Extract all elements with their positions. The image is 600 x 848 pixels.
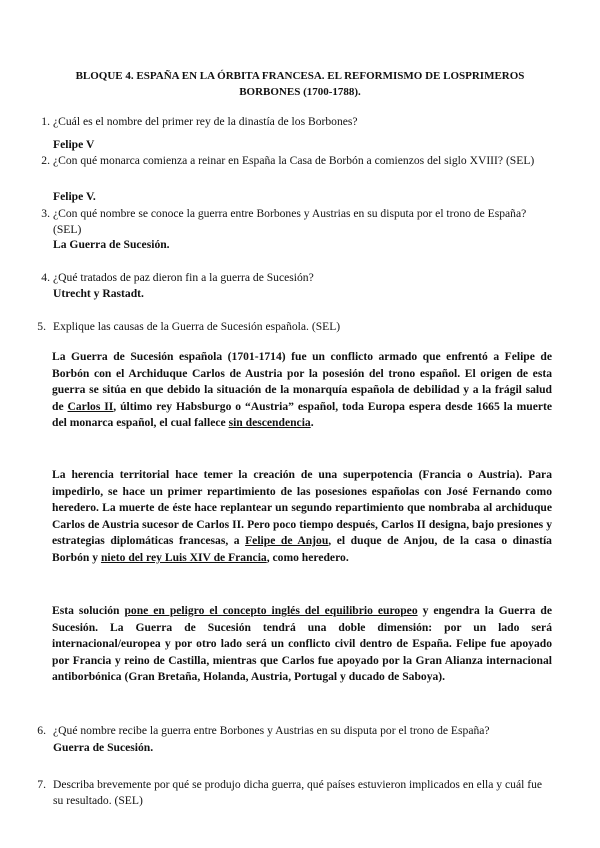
question-3-answer: La Guerra de Sucesión.	[53, 238, 170, 251]
question-5-text: Explique las causas de la Guerra de Sucesión española. (SEL)	[53, 320, 341, 333]
question-3-number: 3.	[41, 207, 50, 220]
document-title	[60, 68, 540, 100]
question-6-text: ¿Qué nombre recibe la guerra entre Borbones y Austrias en su disputa por el trono de España?	[53, 724, 490, 737]
question-3-text: ¿Con qué nombre se conoce la guerra entre Borbones y Austrias en su disputa por el trono de España? (SEL)	[53, 207, 527, 236]
question-2-answer: Felipe V.	[53, 190, 96, 203]
question-7-text: Describa brevemente por qué se produjo dicha guerra, qué países estuvieron implicados en ella y cuál fue su resultado. (SEL)	[53, 778, 543, 807]
answer-5-paragraph-1: La Guerra de Sucesión española (1701-1714) fue un conflicto armado que enfrentó a Felipe de Borbón con el Archiduque Carlos de Austria por la posesión del trono español. El origen de esta guerra se sitúa en que debido la situación de la monarquía española de debilidad y a la frágil salud de Carlos II, último rey Habsburgo o “Austria” español, toda Europa espera desde 1665 la muerte del monarca español, el cual fallece sin descendencia.	[52, 350, 552, 430]
question-7-number: 7.	[37, 778, 46, 791]
answer-5-paragraph-2: La herencia territorial hace temer la creación de una superpotencia (Francia o Austria). Para impedirlo, se hace un primer repartimiento de las posesiones españolas con José Fernando como heredero. La muerte de éste hace replantear un segundo repartimiento que nombraba al archiduque Carlos de Austria sucesor de Carlos II. Pero poco tiempo después, Carlos II designa, bajo presiones y estrategias diplomáticas francesas, a Felipe de Anjou, el duque de Anjou, de la casa o dinastía Borbón y nieto del rey Luis XIV de Francia, como heredero.	[52, 468, 552, 564]
question-1-answer: Felipe V	[53, 138, 95, 151]
question-5-number: 5.	[37, 320, 46, 333]
link-sin-descendencia: sin descendencia	[228, 416, 311, 430]
question-1-text: ¿Cuál es el nombre del primer rey de la dinastía de los Borbones?	[53, 115, 358, 128]
link-felipe-de-anjou: Felipe de Anjou	[245, 534, 329, 548]
question-4-answer: Utrecht y Rastadt.	[53, 287, 144, 300]
question-4-number: 4.	[41, 271, 50, 284]
question-6-answer: Guerra de Sucesión.	[53, 741, 154, 754]
link-nieto-luis-xiv: nieto del rey Luis XIV de Francia	[100, 550, 267, 564]
link-carlos-ii: Carlos II	[67, 399, 114, 413]
answer-5-paragraph-3: Esta solución pone en peligro el concepto inglés del equilibrio europeo y engendra la Guerra de Sucesión. La Guerra de Sucesión tendrá una doble dimensión: por un lado será internacional/europea y por otro lado será un conflicto civil dentro de España. Felipe fue apoyado por Francia y reino de Castilla, mientras que Carlos fue apoyado por la Gran Alianza internacional antiborbónica (Gran Bretaña, Holanda, Austria, Portugal y ducado de Saboya).	[52, 604, 552, 684]
title-line-2: BORBONES (1700-1788).	[239, 86, 361, 98]
question-6-number: 6.	[37, 724, 46, 737]
title-line-1: BLOQUE 4. ESPAÑA EN LA ÓRBITA FRANCESA. EL REFORMISMO DE LOSPRIMEROS	[75, 70, 525, 82]
question-2-number: 2.	[41, 154, 50, 167]
question-1-number: 1.	[41, 115, 50, 128]
question-2-text: ¿Con qué monarca comienza a reinar en España la Casa de Borbón a comienzos del siglo XVIII? (SEL)	[53, 154, 535, 167]
link-equilibrio-europeo: pone en peligro el concepto inglés del equilibrio europeo	[124, 604, 418, 617]
question-4-text: ¿Qué tratados de paz dieron fin a la guerra de Sucesión?	[53, 271, 314, 284]
